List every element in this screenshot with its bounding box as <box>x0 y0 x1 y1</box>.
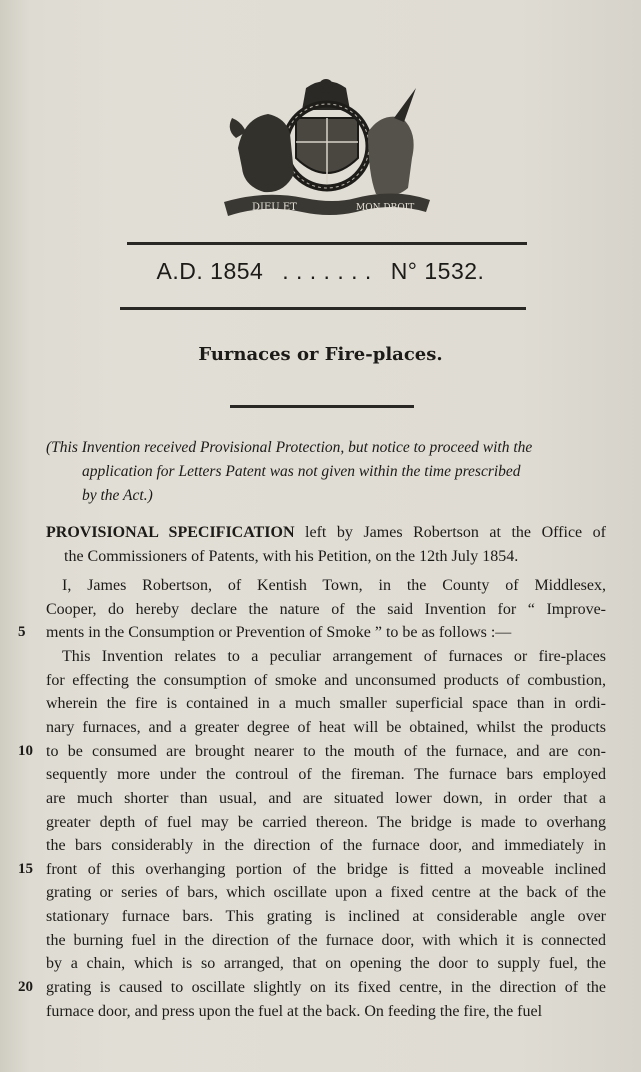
body-line: by a chain, which is so arranged, that on opening the door to supply fuel, the <box>46 955 606 972</box>
body-line: wherein the fire is contained in a much smaller superficial space than in ordi- <box>46 695 606 712</box>
body-line: This Invention relates to a peculiar arrangement of furnaces or fire-places <box>62 648 606 665</box>
motto-left-text: DIEU ET <box>252 202 297 213</box>
body-line: are much shorter than usual, and are situated lower down, in order that a <box>46 790 606 807</box>
line-number: 20 <box>18 979 33 995</box>
spec-heading-line <box>46 524 606 542</box>
line-number: 15 <box>18 861 33 877</box>
subject-title: Furnaces or Fire-places. <box>198 344 443 365</box>
body-line: furnace door, and press upon the fuel at the back. On feeding the fire, the fuel <box>46 1003 543 1020</box>
leader-dots: . . . . . . . <box>282 258 372 284</box>
document-number-heading <box>0 258 641 285</box>
body-line: grating is caused to oscillate slightly on its fixed centre, in the direction of the <box>46 979 606 996</box>
body-line: stationary furnace bars. This grating is inclined at considerable angle over <box>46 908 606 925</box>
line-number: 5 <box>18 624 26 640</box>
bottom-divider <box>120 307 526 310</box>
body-line: grating or series of bars, which oscillate upon a fixed centre at the back of the <box>46 884 606 901</box>
body-line: I, James Robertson, of Kentish Town, in the County of Middlesex, <box>62 577 606 594</box>
protection-line-1: (This Invention received Provisional Protection, but notice to proceed with the <box>46 439 533 456</box>
body-line: ments in the Consumption or Prevention of Smoke ” to be as follows :— <box>46 624 512 641</box>
body-line: the bars considerably in the direction of the furnace door, and immediately in <box>46 837 606 854</box>
top-divider <box>127 242 527 245</box>
body-line: nary furnaces, and a greater degree of heat will be obtained, whilst the products <box>46 719 606 736</box>
year-label: A.D. 1854 <box>156 258 264 284</box>
spec-heading: PROVISIONAL SPECIFICATION <box>46 524 295 541</box>
spec-heading-rest: left by James Robertson at the Office of <box>294 524 607 541</box>
royal-coat-of-arms <box>218 78 436 220</box>
body-line: to be consumed are brought nearer to the mouth of the furnace, and are con- <box>46 743 606 760</box>
body-line: Cooper, do hereby declare the nature of the said Invention for “ Improve- <box>46 601 606 618</box>
body-line: for effecting the consumption of smoke and unconsumed products of combustion, <box>46 672 606 689</box>
spec-line-2: the Commissioners of Patents, with his Petition, on the 12th July 1854. <box>64 548 519 565</box>
motto-right-text: MON DROIT <box>356 203 415 213</box>
body-line: the burning fuel in the direction of the furnace door, with which it is connected <box>46 932 606 949</box>
line-number: 10 <box>18 743 33 759</box>
short-divider <box>230 405 414 408</box>
protection-line-2: application for Letters Patent was not given within the time prescribed <box>82 463 521 480</box>
body-line: sequently more under the controul of the fireman. The furnace bars employed <box>46 766 606 783</box>
body-line: greater depth of fuel may be carried thereon. The bridge is made to overhang <box>46 814 606 831</box>
protection-notice <box>46 436 606 508</box>
patent-number: N° 1532. <box>390 258 485 284</box>
protection-line-3: by the Act.) <box>82 487 153 504</box>
body-line: front of this overhanging portion of the bridge is fitted a moveable inclined <box>46 861 606 878</box>
